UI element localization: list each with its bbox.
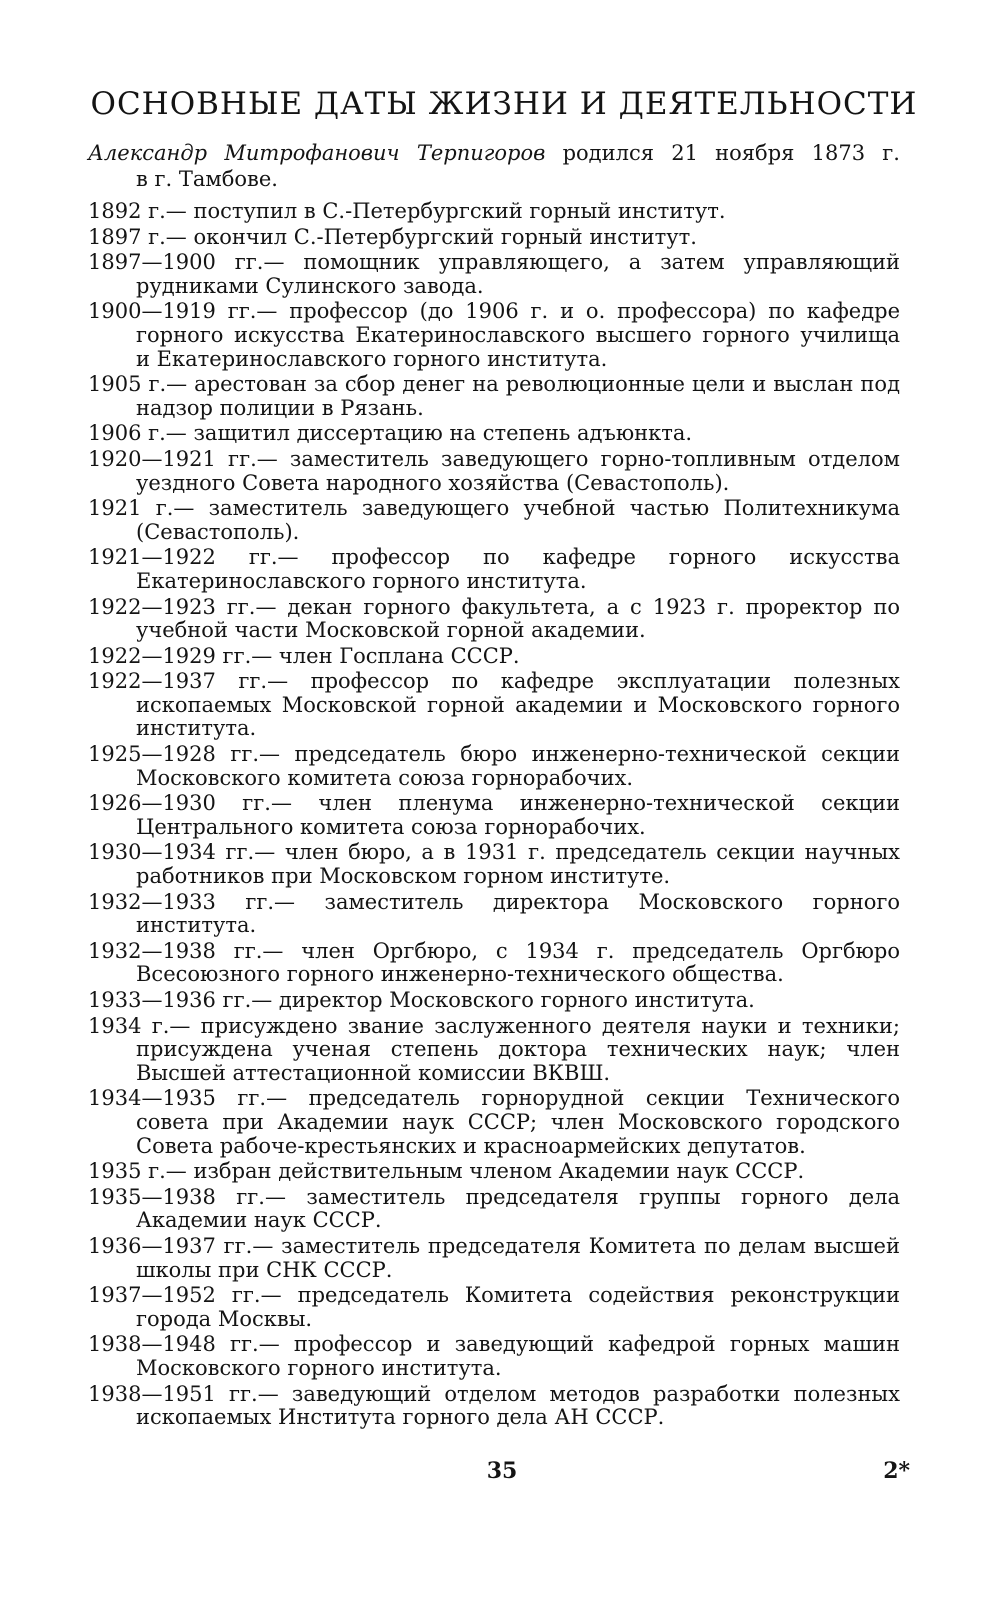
- chronology-entry: 1934—1935 гг.— председатель горнорудной секции Технического совета при Академии наук СССР; член Московского городского Совета рабоче-крестьянских и красноармейских депутатов.: [88, 1086, 900, 1158]
- chronology-entry: 1935 г.— избран действительным членом Академии наук СССР.: [88, 1159, 805, 1184]
- chronology-entry: 1922—1929 гг.— член Госплана СССР.: [88, 643, 520, 668]
- chronology-entry: 1938—1948 гг.— профессор и заведующий кафедрой горных машин Московского горного института.: [88, 1332, 900, 1380]
- signature-mark: 2*: [883, 1458, 910, 1484]
- chronology-entry: 1926—1930 гг.— член пленума инженерно-технической секции Центрального комитета союза горнорабочих.: [88, 791, 900, 839]
- chronology-entry: 1921—1922 гг.— профессор по кафедре горного искусства Екатеринославского горного института.: [88, 545, 900, 593]
- chronology-entry: 1936—1937 гг.— заместитель председателя Комитета по делам высшей школы при СНК СССР.: [88, 1233, 900, 1282]
- chronology-entry: 1925—1928 гг.— председатель бюро инженерно-технической секции Московского комитета союза горнорабочих.: [88, 742, 900, 790]
- chronology-entry: 1892 г.— поступил в С.-Петербургский горный институт.: [88, 199, 726, 223]
- chronology-entry: 1921 г.— заместитель заведующего учебной частью Политехникума (Севастополь).: [88, 496, 900, 544]
- chronology-entry: 1897 г.— окончил С.-Петербургский горный институт.: [88, 224, 697, 249]
- chronology-entry: 1920—1921 гг.— заместитель заведующего горно-топливным отделом уездного Совета народного хозяйства (Севастополь).: [88, 446, 900, 495]
- chronology-entry: 1932—1933 гг.— заместитель директора Московского горного института.: [88, 889, 900, 938]
- intro-line-2: в г. Тамбове.: [136, 167, 278, 191]
- chronology-entry: 1934 г.— присуждено звание заслуженного деятеля науки и техники; присуждена ученая степень доктора технических наук; член Высшей аттестационной комиссии ВКВШ.: [88, 1013, 900, 1085]
- chronology-entry: 1922—1923 гг.— декан горного факультета, а с 1923 г. проректор по учебной части Московской горной академии.: [88, 594, 900, 643]
- intro-line-1: [88, 140, 900, 166]
- chronology-entry: 1938—1951 гг.— заведующий отделом методов разработки полезных ископаемых Института горного дела АН СССР.: [88, 1381, 900, 1430]
- intro-paragraph: [88, 140, 900, 192]
- chronology-entry: 1930—1934 гг.— член бюро, а в 1931 г. председатель секции научных работников при Московском горном институте.: [88, 840, 900, 889]
- page-title: ОСНОВНЫЕ ДАТЫ ЖИЗНИ И ДЕЯТЕЛЬНОСТИ: [90, 86, 918, 122]
- chronology-entry: 1935—1938 гг.— заместитель председателя группы горного дела Академии наук СССР.: [88, 1184, 900, 1233]
- chronology-entry: 1897—1900 гг.— помощник управляющего, а затем управляющий рудниками Сулинского завода.: [88, 250, 900, 298]
- person-name: Александр Митрофанович Терпигоров: [88, 141, 546, 165]
- chronology-entry: 1922—1937 гг.— профессор по кафедре эксплуатации полезных ископаемых Московской горной академии и Московского горного института.: [88, 669, 900, 741]
- chronology-entry: 1932—1938 гг.— член Оргбюро, с 1934 г. председатель Оргбюро Всесоюзного горного инженерно-технического общества.: [88, 938, 900, 987]
- chronology-list: [88, 200, 900, 1432]
- chronology-entry: 1933—1936 гг.— директор Московского горного института.: [88, 988, 755, 1012]
- intro-text-1: родился 21 ноября 1873 г.: [545, 141, 900, 165]
- chronology-entry: 1937—1952 гг.— председатель Комитета содействия реконструкции города Москвы.: [88, 1283, 900, 1331]
- chronology-entry: 1905 г.— арестован за сбор денег на революционные цели и выслан под надзор полиции в Рязань.: [88, 372, 900, 420]
- chronology-entry: 1906 г.— защитил диссертацию на степень адъюнкта.: [88, 421, 693, 446]
- page-number: 35: [486, 1458, 518, 1484]
- chronology-entry: 1900—1919 гг.— профессор (до 1906 г. и о. профессора) по кафедре горного искусства Екатеринославского высшего горного училища и Екатеринославского горного института.: [88, 299, 900, 371]
